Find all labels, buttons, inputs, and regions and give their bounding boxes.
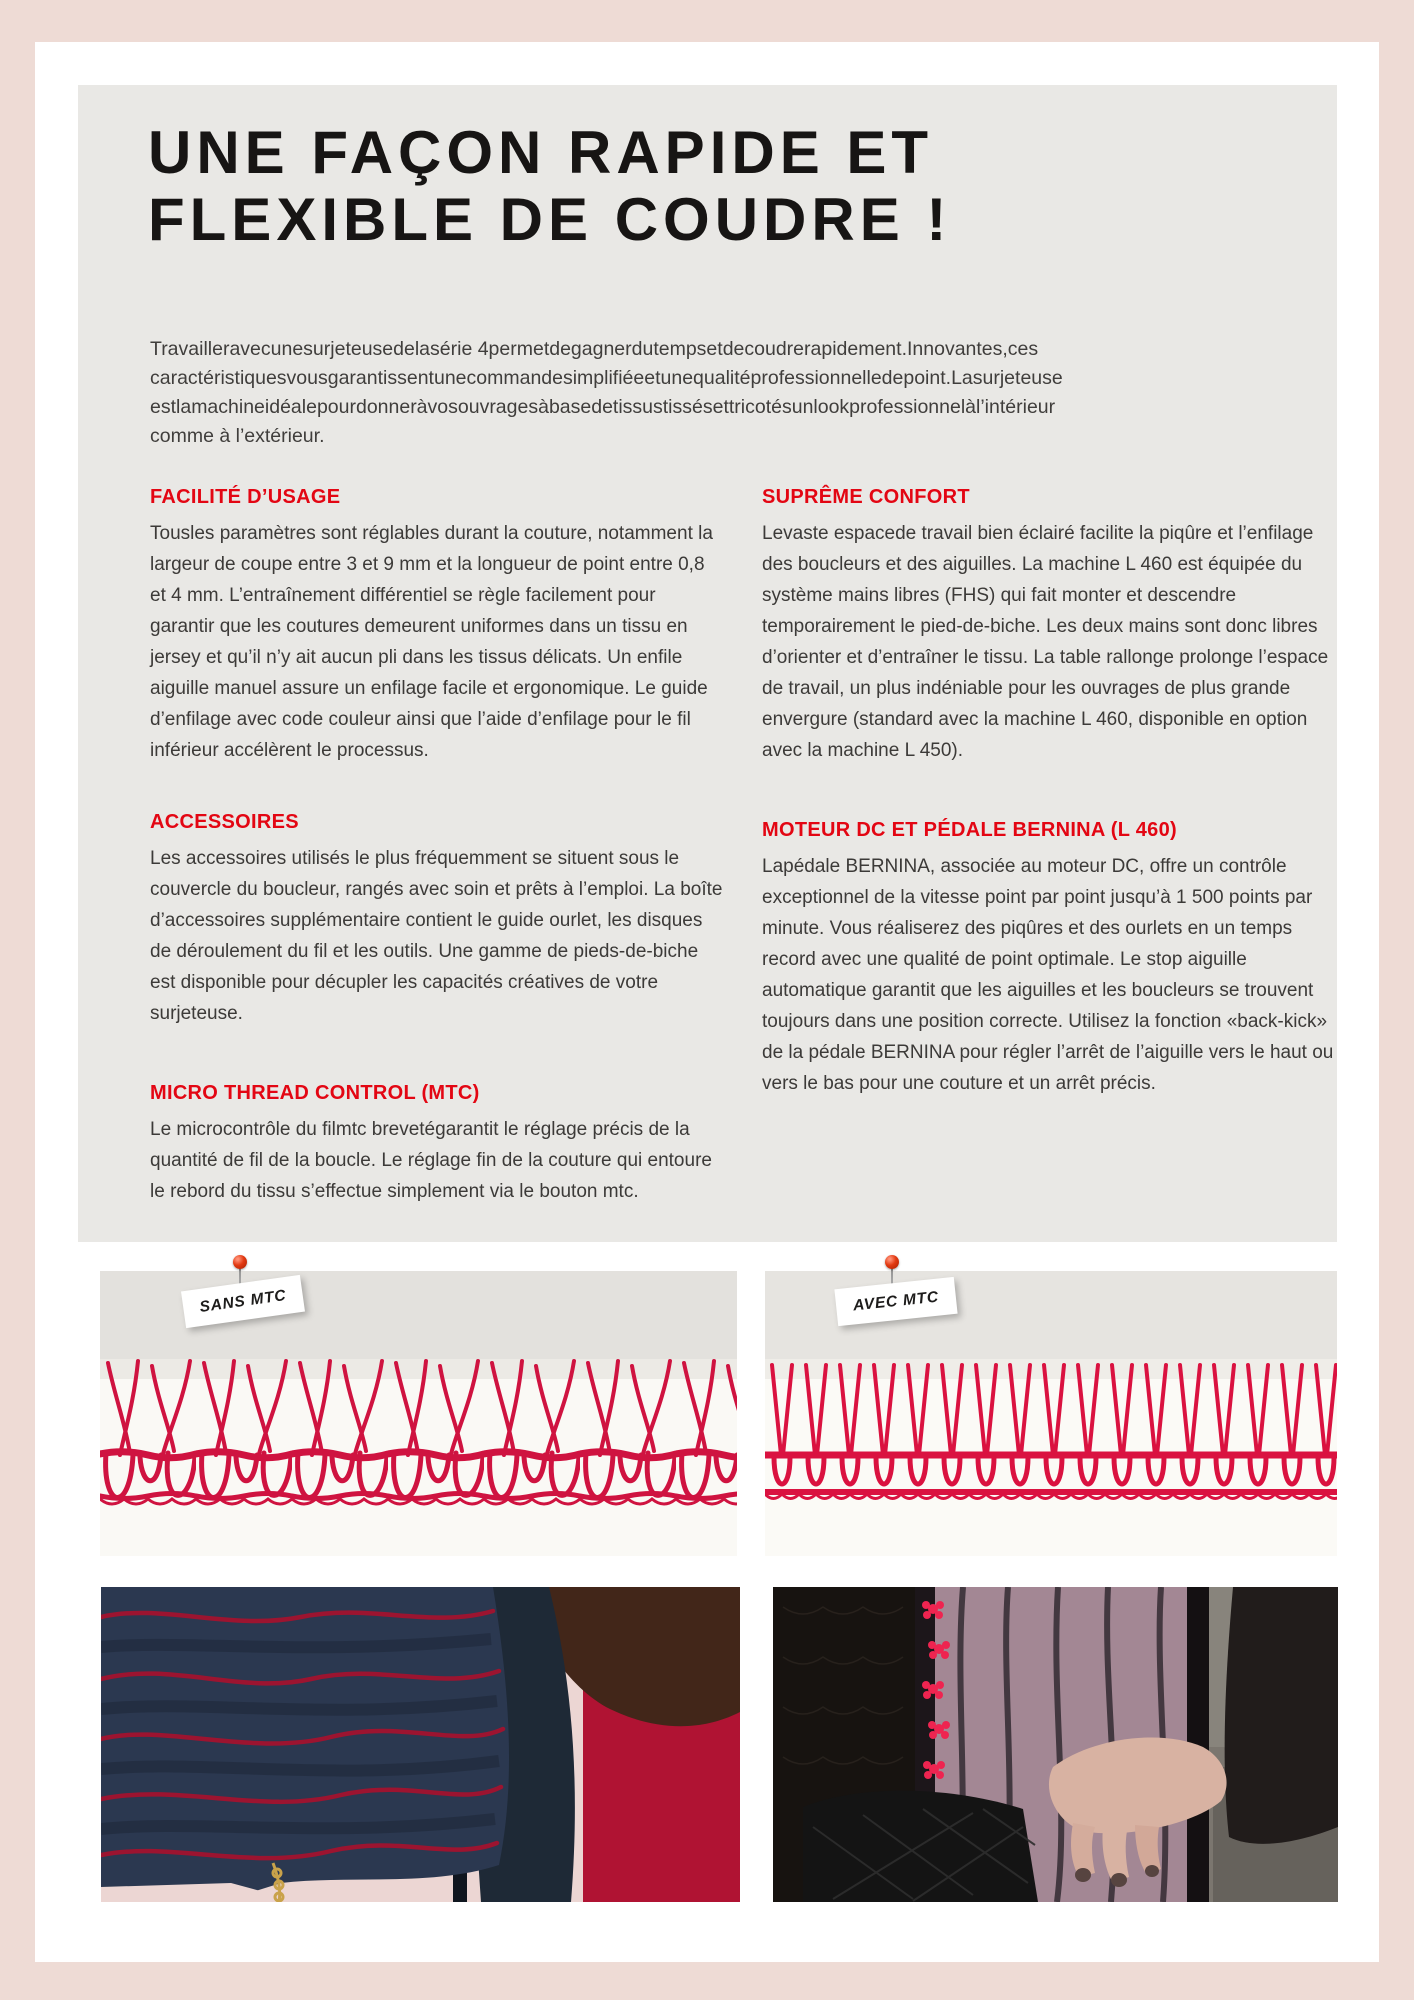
section-heading: MOTEUR DC ET PÉDALE BERNINA (L 460) xyxy=(762,819,1177,841)
black-sheer-arm xyxy=(1225,1587,1338,1844)
section-body: Tousles paramètres sont réglables durant la couture, notamment la largeur de coupe entre 3 et 9 mm et la longueur de point entre 0,8 et 4 mm. L’entraînement différentiel se règle facilement pour garantir que les coutures demeurent uniformes dans un tissu en jersey et qu’il n’y ait aucun pli dans les tissus délicats. Un enfile aiguille manuel assure un enfilage facile et ergonomique. Le guide d’enfilage avec code couleur ainsi que l’aide d’enfilage pour le fil inférieur accélèrent le processus. xyxy=(150,523,713,761)
column-left xyxy=(150,485,725,1207)
section-heading: ACCESSOIRES xyxy=(150,811,299,833)
section-moteur-dc-pedale xyxy=(762,818,1337,1099)
intro-paragraph: Travailleravecunesurjeteusedelasérie 4permetdegagnerdutempsetdecoudrerapidement.Innovantes,ces caractéristiquesvousgarantissentunecommandesimplifiéeetunequalitéprofessionnelledepoint.Lasurjeteuse estlamachineidéalepourdonneràvosouvragesàbasedetissustissésettricotésunlookprofessionnelàl’intérieur comme à l’extérieur. xyxy=(150,338,1063,447)
section-micro-thread-control xyxy=(150,1081,725,1207)
section-heading: MICRO THREAD CONTROL (MTC) xyxy=(150,1082,480,1104)
page-title xyxy=(148,119,951,253)
section-body: Le microcontrôle du filmtc brevetégarantit le réglage précis de la quantité de fil de la boucle. Le réglage fin de la couture qui entoure le rebord du tissu s’effectue simplement via le bouton mtc. xyxy=(150,1119,712,1202)
photo-left-illustration xyxy=(101,1587,740,1902)
tag-label: AVEC MTC xyxy=(852,1288,940,1314)
section-body: Lapédale BERNINA, associée au moteur DC, offre un contrôle exceptionnel de la vitesse point par point jusqu’à 1 500 points par minute. Vous réaliserez des piqûres et des ourlets en un temps record avec une qualité de point optimale. Le stop aiguille automatique garantit que les aiguilles et les boucleurs se trouvent toujours dans une position correcte. Utilisez la fonction «back-kick» de la pédale BERNINA pour régler l’arrêt de l’aiguille vers le haut ou vers le bas pour une couture et un arrêt précis. xyxy=(762,856,1334,1094)
tag-label: SANS MTC xyxy=(198,1286,288,1316)
section-heading: FACILITÉ D’USAGE xyxy=(150,486,341,508)
section-supreme-confort xyxy=(762,485,1337,766)
section-body: Les accessoires utilisés le plus fréquemment se situent sous le couvercle du boucleur, rangés avec soin et prêts à l’emploi. La boîte d’accessoires supplémentaire contient le guide ourlet, les disques de déroulement du fil et les outils. Une gamme de pieds-de-biche est disponible pour décupler les capacités créatives de votre surjeteuse. xyxy=(150,848,723,1024)
page-title-line1: UNE FAÇON RAPIDE ET xyxy=(148,119,934,186)
pin-head xyxy=(233,1255,247,1269)
photo-lace-glove-bag xyxy=(773,1587,1338,1902)
content-panel xyxy=(78,85,1337,1242)
column-right xyxy=(762,485,1337,1099)
section-heading: SUPRÊME CONFORT xyxy=(762,486,970,508)
page-title-line2: FLEXIBLE DE COUDRE ! xyxy=(148,186,952,253)
section-body: Levaste espacede travail bien éclairé facilite la piqûre et l’enfilage des boucleurs et des aiguilles. La machine L 460 est équipée du système mains libres (FHS) qui fait monter et descendre temporairement le pied-de-biche. Les deux mains sont donc libres d’orienter et d’entraîner le tissu. La table rallonge prolonge l’espace de travail, un plus indéniable pour les ouvrages de plus grande envergure (standard avec la machine L 460, disponible en option avec la machine L 450). xyxy=(762,523,1329,761)
nail xyxy=(1075,1868,1091,1882)
nail xyxy=(1145,1865,1159,1877)
page xyxy=(35,42,1379,1962)
section-facilite-dusage xyxy=(150,485,725,766)
photo-right-illustration xyxy=(773,1587,1338,1902)
section-accessoires xyxy=(150,810,725,1029)
pin-head xyxy=(885,1255,899,1269)
nail xyxy=(1111,1873,1127,1887)
photo-navy-fabric-red-seams xyxy=(101,1587,740,1902)
